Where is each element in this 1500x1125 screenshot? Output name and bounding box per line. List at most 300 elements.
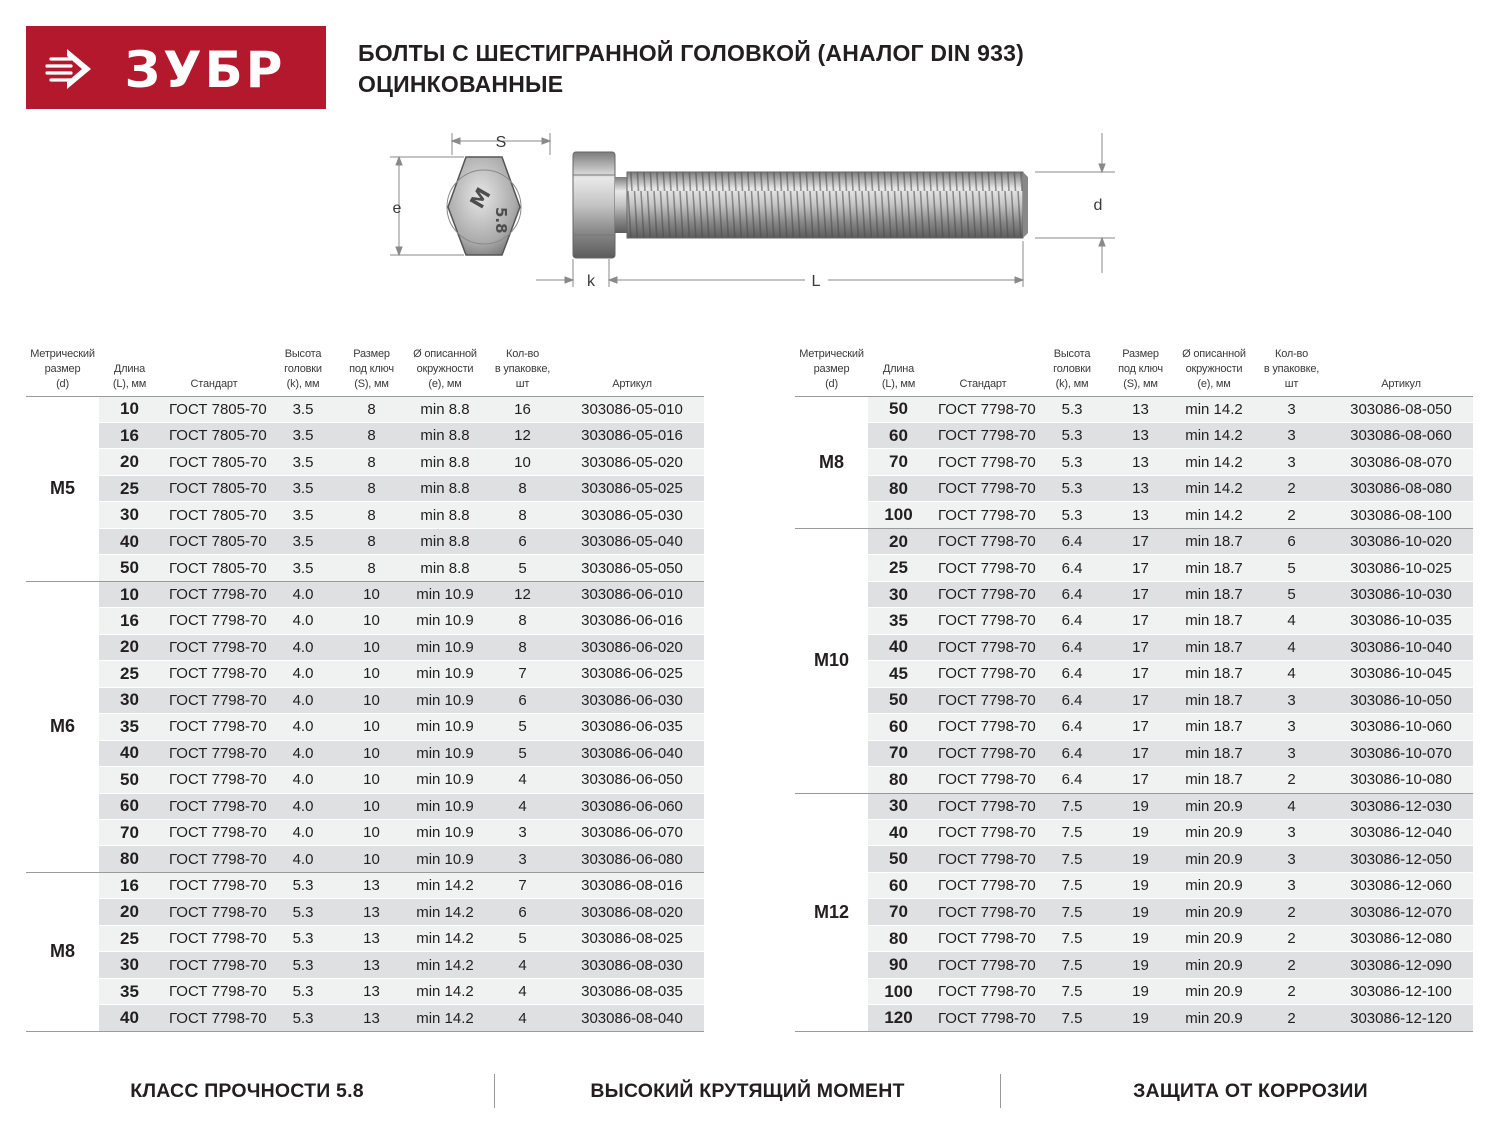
table-row bbox=[26, 952, 704, 978]
head-height-cell: 7.5 bbox=[1037, 820, 1107, 846]
pack-qty-cell: 4 bbox=[485, 1005, 560, 1031]
bolt-diagram bbox=[380, 125, 1140, 295]
article-cell: 303086-12-100 bbox=[1329, 978, 1473, 1004]
length-cell: 25 bbox=[868, 555, 929, 581]
head-height-cell: 7.5 bbox=[1037, 1005, 1107, 1031]
pack-qty-cell: 5 bbox=[485, 740, 560, 766]
head-height-cell: 5.3 bbox=[268, 925, 338, 951]
pack-qty-cell: 2 bbox=[1254, 978, 1329, 1004]
length-cell: 90 bbox=[868, 952, 929, 978]
circle-diameter-cell: min 18.7 bbox=[1174, 687, 1254, 713]
head-height-cell: 4.0 bbox=[268, 581, 338, 607]
table-row bbox=[795, 555, 1473, 581]
circle-diameter-cell: min 20.9 bbox=[1174, 978, 1254, 1004]
article-cell: 303086-05-025 bbox=[560, 475, 704, 501]
pack-qty-cell: 3 bbox=[1254, 687, 1329, 713]
length-cell: 35 bbox=[99, 978, 160, 1004]
wrench-size-cell: 19 bbox=[1107, 820, 1174, 846]
head-height-cell: 4.0 bbox=[268, 740, 338, 766]
head-height-cell: 6.4 bbox=[1037, 714, 1107, 740]
length-cell: 70 bbox=[868, 740, 929, 766]
pack-qty-cell: 6 bbox=[485, 687, 560, 713]
length-cell: 10 bbox=[99, 581, 160, 607]
head-height-cell: 7.5 bbox=[1037, 793, 1107, 819]
length-cell: 80 bbox=[868, 767, 929, 793]
pack-qty-cell: 2 bbox=[1254, 475, 1329, 501]
metric-size-cell: M8 bbox=[795, 396, 868, 528]
table-row bbox=[795, 475, 1473, 501]
article-cell: 303086-05-040 bbox=[560, 528, 704, 554]
table-row bbox=[26, 978, 704, 1004]
table-row bbox=[795, 952, 1473, 978]
length-cell: 20 bbox=[868, 528, 929, 554]
circle-diameter-cell: min 14.2 bbox=[1174, 449, 1254, 475]
head-height-cell: 7.5 bbox=[1037, 952, 1107, 978]
pack-qty-cell: 7 bbox=[485, 872, 560, 898]
wrench-size-cell: 13 bbox=[338, 899, 405, 925]
pack-qty-cell: 2 bbox=[1254, 952, 1329, 978]
wrench-size-cell: 8 bbox=[338, 528, 405, 554]
head-height-cell: 6.4 bbox=[1037, 687, 1107, 713]
pack-qty-cell: 4 bbox=[485, 767, 560, 793]
article-cell: 303086-08-030 bbox=[560, 952, 704, 978]
pack-qty-cell: 3 bbox=[1254, 714, 1329, 740]
table-row bbox=[26, 555, 704, 581]
header-length: Длина (L), мм bbox=[881, 362, 916, 390]
length-cell: 60 bbox=[868, 422, 929, 448]
circle-diameter-cell: min 18.7 bbox=[1174, 555, 1254, 581]
article-cell: 303086-12-030 bbox=[1329, 793, 1473, 819]
article-cell: 303086-08-100 bbox=[1329, 502, 1473, 528]
length-cell: 30 bbox=[868, 793, 929, 819]
length-cell: 50 bbox=[868, 846, 929, 872]
wrench-size-cell: 17 bbox=[1107, 687, 1174, 713]
circle-diameter-cell: min 8.8 bbox=[405, 528, 485, 554]
brand-logo bbox=[26, 26, 326, 109]
standard-cell: ГОСТ 7798-70 bbox=[929, 846, 1037, 872]
length-cell: 20 bbox=[99, 899, 160, 925]
length-cell: 100 bbox=[868, 502, 929, 528]
wrench-size-cell: 19 bbox=[1107, 1005, 1174, 1031]
article-cell: 303086-08-070 bbox=[1329, 449, 1473, 475]
wrench-size-cell: 13 bbox=[1107, 396, 1174, 422]
pack-qty-cell: 12 bbox=[485, 581, 560, 607]
standard-cell: ГОСТ 7798-70 bbox=[160, 872, 268, 898]
standard-cell: ГОСТ 7798-70 bbox=[160, 767, 268, 793]
article-cell: 303086-06-060 bbox=[560, 793, 704, 819]
table-row bbox=[26, 634, 704, 660]
standard-cell: ГОСТ 7798-70 bbox=[929, 820, 1037, 846]
head-height-cell: 7.5 bbox=[1037, 925, 1107, 951]
article-cell: 303086-06-070 bbox=[560, 820, 704, 846]
article-cell: 303086-06-030 bbox=[560, 687, 704, 713]
article-cell: 303086-05-016 bbox=[560, 422, 704, 448]
article-cell: 303086-06-040 bbox=[560, 740, 704, 766]
article-cell: 303086-10-070 bbox=[1329, 740, 1473, 766]
article-cell: 303086-10-080 bbox=[1329, 767, 1473, 793]
table-row bbox=[26, 820, 704, 846]
hex-head-front-view bbox=[447, 157, 521, 255]
wrench-size-cell: 19 bbox=[1107, 899, 1174, 925]
head-height-cell: 4.0 bbox=[268, 793, 338, 819]
article-cell: 303086-10-045 bbox=[1329, 661, 1473, 687]
standard-cell: ГОСТ 7798-70 bbox=[929, 396, 1037, 422]
feature-high-torque: ВЫСОКИЙ КРУТЯЩИЙ МОМЕНТ bbox=[590, 1079, 905, 1102]
standard-cell: ГОСТ 7798-70 bbox=[160, 978, 268, 1004]
pack-qty-cell: 3 bbox=[1254, 740, 1329, 766]
table-row bbox=[26, 1005, 704, 1031]
head-height-cell: 4.0 bbox=[268, 687, 338, 713]
circle-diameter-cell: min 10.9 bbox=[405, 687, 485, 713]
wrench-size-cell: 10 bbox=[338, 740, 405, 766]
standard-cell: ГОСТ 7798-70 bbox=[929, 952, 1037, 978]
article-cell: 303086-08-060 bbox=[1329, 422, 1473, 448]
standard-cell: ГОСТ 7798-70 bbox=[929, 608, 1037, 634]
pack-qty-cell: 6 bbox=[1254, 528, 1329, 554]
pack-qty-cell: 2 bbox=[1254, 925, 1329, 951]
wrench-size-cell: 10 bbox=[338, 661, 405, 687]
pack-qty-cell: 2 bbox=[1254, 1005, 1329, 1031]
article-cell: 303086-06-010 bbox=[560, 581, 704, 607]
pack-qty-cell: 3 bbox=[1254, 872, 1329, 898]
table-row bbox=[795, 396, 1473, 422]
standard-cell: ГОСТ 7798-70 bbox=[160, 581, 268, 607]
length-cell: 16 bbox=[99, 608, 160, 634]
wrench-size-cell: 17 bbox=[1107, 767, 1174, 793]
pack-qty-cell: 4 bbox=[1254, 608, 1329, 634]
head-height-cell: 3.5 bbox=[268, 502, 338, 528]
circle-diameter-cell: min 20.9 bbox=[1174, 793, 1254, 819]
standard-cell: ГОСТ 7798-70 bbox=[929, 661, 1037, 687]
article-cell: 303086-08-020 bbox=[560, 899, 704, 925]
pack-qty-cell: 2 bbox=[1254, 767, 1329, 793]
head-height-cell: 7.5 bbox=[1037, 846, 1107, 872]
article-cell: 303086-08-025 bbox=[560, 925, 704, 951]
wrench-size-cell: 13 bbox=[338, 925, 405, 951]
circle-diameter-cell: min 10.9 bbox=[405, 740, 485, 766]
wrench-size-cell: 17 bbox=[1107, 661, 1174, 687]
article-cell: 303086-12-080 bbox=[1329, 925, 1473, 951]
table-row bbox=[26, 899, 704, 925]
head-height-cell: 7.5 bbox=[1037, 978, 1107, 1004]
header-length: Длина (L), мм bbox=[112, 362, 147, 390]
table-row bbox=[26, 767, 704, 793]
head-height-cell: 7.5 bbox=[1037, 899, 1107, 925]
table-row bbox=[795, 872, 1473, 898]
length-cell: 30 bbox=[99, 687, 160, 713]
length-cell: 40 bbox=[99, 528, 160, 554]
length-cell: 50 bbox=[99, 767, 160, 793]
circle-diameter-cell: min 14.2 bbox=[1174, 396, 1254, 422]
wrench-size-cell: 8 bbox=[338, 422, 405, 448]
pack-qty-cell: 4 bbox=[485, 952, 560, 978]
length-cell: 40 bbox=[99, 1005, 160, 1031]
wrench-size-cell: 13 bbox=[1107, 422, 1174, 448]
table-row bbox=[795, 661, 1473, 687]
header-metric-size: Метрический размер (d) bbox=[30, 347, 95, 390]
pack-qty-cell: 3 bbox=[1254, 449, 1329, 475]
table-row bbox=[26, 661, 704, 687]
pack-qty-cell: 3 bbox=[1254, 396, 1329, 422]
article-cell: 303086-10-020 bbox=[1329, 528, 1473, 554]
table-row bbox=[26, 687, 704, 713]
standard-cell: ГОСТ 7798-70 bbox=[929, 502, 1037, 528]
header-head-height: Высота головки (k), мм bbox=[1053, 347, 1091, 390]
pack-qty-cell: 2 bbox=[1254, 899, 1329, 925]
circle-diameter-cell: min 14.2 bbox=[405, 899, 485, 925]
length-cell: 35 bbox=[99, 714, 160, 740]
standard-cell: ГОСТ 7798-70 bbox=[929, 634, 1037, 660]
article-cell: 303086-12-070 bbox=[1329, 899, 1473, 925]
length-cell: 45 bbox=[868, 661, 929, 687]
head-height-cell: 3.5 bbox=[268, 555, 338, 581]
standard-cell: ГОСТ 7798-70 bbox=[929, 714, 1037, 740]
table-row bbox=[26, 422, 704, 448]
header-head-height: Высота головки (k), мм bbox=[284, 347, 322, 390]
circle-diameter-cell: min 8.8 bbox=[405, 555, 485, 581]
standard-cell: ГОСТ 7798-70 bbox=[929, 687, 1037, 713]
circle-diameter-cell: min 20.9 bbox=[1174, 872, 1254, 898]
article-cell: 303086-12-090 bbox=[1329, 952, 1473, 978]
article-cell: 303086-10-030 bbox=[1329, 581, 1473, 607]
article-cell: 303086-06-016 bbox=[560, 608, 704, 634]
circle-diameter-cell: min 14.2 bbox=[1174, 422, 1254, 448]
wrench-size-cell: 8 bbox=[338, 396, 405, 422]
head-grade: 5.8 bbox=[492, 207, 510, 234]
wrench-size-cell: 19 bbox=[1107, 846, 1174, 872]
table-row bbox=[795, 634, 1473, 660]
circle-diameter-cell: min 8.8 bbox=[405, 449, 485, 475]
head-height-cell: 4.0 bbox=[268, 608, 338, 634]
pack-qty-cell: 3 bbox=[485, 846, 560, 872]
circle-diameter-cell: min 14.2 bbox=[405, 978, 485, 1004]
table-row bbox=[26, 714, 704, 740]
wrench-size-cell: 10 bbox=[338, 714, 405, 740]
pack-qty-cell: 12 bbox=[485, 422, 560, 448]
circle-diameter-cell: min 14.2 bbox=[405, 925, 485, 951]
pack-qty-cell: 16 bbox=[485, 396, 560, 422]
table-row bbox=[795, 820, 1473, 846]
standard-cell: ГОСТ 7805-70 bbox=[160, 396, 268, 422]
head-height-cell: 5.3 bbox=[1037, 475, 1107, 501]
length-cell: 35 bbox=[868, 608, 929, 634]
wrench-size-cell: 10 bbox=[338, 793, 405, 819]
article-cell: 303086-08-035 bbox=[560, 978, 704, 1004]
length-cell: 70 bbox=[868, 899, 929, 925]
wrench-size-cell: 10 bbox=[338, 634, 405, 660]
standard-cell: ГОСТ 7805-70 bbox=[160, 449, 268, 475]
standard-cell: ГОСТ 7798-70 bbox=[160, 634, 268, 660]
pack-qty-cell: 8 bbox=[485, 475, 560, 501]
table-row bbox=[795, 608, 1473, 634]
wrench-size-cell: 10 bbox=[338, 581, 405, 607]
wrench-size-cell: 17 bbox=[1107, 634, 1174, 660]
head-height-cell: 6.4 bbox=[1037, 767, 1107, 793]
table-row bbox=[795, 714, 1473, 740]
header-wrench-size: Размер под ключ (S), мм bbox=[1118, 347, 1163, 390]
pack-qty-cell: 5 bbox=[485, 555, 560, 581]
header-circle-diameter: Ø описанной окружности (e), мм bbox=[1182, 347, 1246, 390]
standard-cell: ГОСТ 7798-70 bbox=[929, 872, 1037, 898]
circle-diameter-cell: min 18.7 bbox=[1174, 767, 1254, 793]
feature-corrosion-protection: ЗАЩИТА ОТ КОРРОЗИИ bbox=[1133, 1079, 1368, 1102]
pack-qty-cell: 5 bbox=[485, 714, 560, 740]
standard-cell: ГОСТ 7798-70 bbox=[929, 740, 1037, 766]
standard-cell: ГОСТ 7805-70 bbox=[160, 528, 268, 554]
circle-diameter-cell: min 8.8 bbox=[405, 502, 485, 528]
wrench-size-cell: 19 bbox=[1107, 872, 1174, 898]
standard-cell: ГОСТ 7798-70 bbox=[929, 449, 1037, 475]
table-row bbox=[26, 581, 704, 607]
article-cell: 303086-12-050 bbox=[1329, 846, 1473, 872]
head-height-cell: 4.0 bbox=[268, 846, 338, 872]
wrench-size-cell: 8 bbox=[338, 475, 405, 501]
head-height-cell: 5.3 bbox=[268, 978, 338, 1004]
circle-diameter-cell: min 20.9 bbox=[1174, 899, 1254, 925]
standard-cell: ГОСТ 7798-70 bbox=[929, 422, 1037, 448]
header-circle-diameter: Ø описанной окружности (e), мм bbox=[413, 347, 477, 390]
wrench-size-cell: 8 bbox=[338, 555, 405, 581]
table-row bbox=[795, 925, 1473, 951]
bolt-side-view bbox=[573, 152, 1028, 258]
standard-cell: ГОСТ 7798-70 bbox=[160, 793, 268, 819]
article-cell: 303086-10-035 bbox=[1329, 608, 1473, 634]
circle-diameter-cell: min 8.8 bbox=[405, 396, 485, 422]
circle-diameter-cell: min 18.7 bbox=[1174, 714, 1254, 740]
article-cell: 303086-12-060 bbox=[1329, 872, 1473, 898]
standard-cell: ГОСТ 7798-70 bbox=[929, 475, 1037, 501]
article-cell: 303086-10-060 bbox=[1329, 714, 1473, 740]
pack-qty-cell: 4 bbox=[1254, 661, 1329, 687]
standard-cell: ГОСТ 7798-70 bbox=[929, 528, 1037, 554]
table-row bbox=[26, 449, 704, 475]
wrench-size-cell: 17 bbox=[1107, 581, 1174, 607]
metric-size-cell: M6 bbox=[26, 581, 99, 872]
length-cell: 60 bbox=[99, 793, 160, 819]
circle-diameter-cell: min 10.9 bbox=[405, 634, 485, 660]
header-article: Артикул bbox=[612, 377, 652, 390]
dimension-d bbox=[1035, 133, 1115, 273]
length-cell: 30 bbox=[868, 581, 929, 607]
header-standard: Стандарт bbox=[190, 377, 238, 390]
length-cell: 40 bbox=[99, 740, 160, 766]
article-cell: 303086-06-050 bbox=[560, 767, 704, 793]
article-cell: 303086-05-030 bbox=[560, 502, 704, 528]
head-height-cell: 5.3 bbox=[268, 1005, 338, 1031]
pack-qty-cell: 4 bbox=[1254, 793, 1329, 819]
wrench-size-cell: 10 bbox=[338, 687, 405, 713]
wrench-size-cell: 10 bbox=[338, 820, 405, 846]
length-cell: 80 bbox=[868, 925, 929, 951]
article-cell: 303086-06-025 bbox=[560, 661, 704, 687]
metric-size-cell: M5 bbox=[26, 396, 99, 581]
head-height-cell: 4.0 bbox=[268, 634, 338, 660]
wrench-size-cell: 13 bbox=[338, 978, 405, 1004]
standard-cell: ГОСТ 7798-70 bbox=[160, 714, 268, 740]
standard-cell: ГОСТ 7798-70 bbox=[160, 608, 268, 634]
label-l: L bbox=[811, 273, 821, 290]
length-cell: 60 bbox=[868, 714, 929, 740]
head-height-cell: 5.3 bbox=[268, 872, 338, 898]
article-cell: 303086-06-020 bbox=[560, 634, 704, 660]
wrench-size-cell: 13 bbox=[1107, 502, 1174, 528]
table-row bbox=[26, 528, 704, 554]
pack-qty-cell: 3 bbox=[1254, 846, 1329, 872]
spec-table-right bbox=[795, 345, 1473, 1032]
head-height-cell: 5.3 bbox=[268, 952, 338, 978]
head-height-cell: 6.4 bbox=[1037, 528, 1107, 554]
head-height-cell: 4.0 bbox=[268, 714, 338, 740]
header-standard: Стандарт bbox=[959, 377, 1007, 390]
spec-table-left bbox=[26, 345, 704, 1032]
article-cell: 303086-06-080 bbox=[560, 846, 704, 872]
circle-diameter-cell: min 10.9 bbox=[405, 581, 485, 607]
pack-qty-cell: 8 bbox=[485, 502, 560, 528]
head-height-cell: 3.5 bbox=[268, 449, 338, 475]
table-row bbox=[795, 1005, 1473, 1031]
length-cell: 20 bbox=[99, 449, 160, 475]
circle-diameter-cell: min 8.8 bbox=[405, 475, 485, 501]
head-marking: M bbox=[464, 183, 496, 213]
length-cell: 30 bbox=[99, 952, 160, 978]
standard-cell: ГОСТ 7798-70 bbox=[929, 1005, 1037, 1031]
pack-qty-cell: 10 bbox=[485, 449, 560, 475]
standard-cell: ГОСТ 7798-70 bbox=[160, 1005, 268, 1031]
standard-cell: ГОСТ 7798-70 bbox=[160, 846, 268, 872]
feature-strength-class: КЛАСС ПРОЧНОСТИ 5.8 bbox=[130, 1079, 364, 1102]
wrench-size-cell: 13 bbox=[338, 1005, 405, 1031]
head-height-cell: 5.3 bbox=[1037, 422, 1107, 448]
length-cell: 25 bbox=[99, 475, 160, 501]
article-cell: 303086-06-035 bbox=[560, 714, 704, 740]
length-cell: 16 bbox=[99, 422, 160, 448]
circle-diameter-cell: min 10.9 bbox=[405, 661, 485, 687]
wrench-size-cell: 17 bbox=[1107, 528, 1174, 554]
length-cell: 50 bbox=[868, 396, 929, 422]
length-cell: 25 bbox=[99, 661, 160, 687]
zubr-logo-icon bbox=[45, 38, 307, 98]
article-cell: 303086-05-050 bbox=[560, 555, 704, 581]
circle-diameter-cell: min 20.9 bbox=[1174, 846, 1254, 872]
length-cell: 10 bbox=[99, 396, 160, 422]
circle-diameter-cell: min 10.9 bbox=[405, 793, 485, 819]
head-height-cell: 6.4 bbox=[1037, 581, 1107, 607]
wrench-size-cell: 10 bbox=[338, 767, 405, 793]
standard-cell: ГОСТ 7798-70 bbox=[929, 899, 1037, 925]
head-height-cell: 5.3 bbox=[1037, 396, 1107, 422]
length-cell: 25 bbox=[99, 925, 160, 951]
page-title bbox=[358, 38, 1024, 100]
table-row bbox=[795, 528, 1473, 554]
table-row bbox=[795, 767, 1473, 793]
circle-diameter-cell: min 18.7 bbox=[1174, 608, 1254, 634]
head-height-cell: 5.3 bbox=[1037, 449, 1107, 475]
wrench-size-cell: 19 bbox=[1107, 952, 1174, 978]
circle-diameter-cell: min 18.7 bbox=[1174, 581, 1254, 607]
standard-cell: ГОСТ 7798-70 bbox=[160, 820, 268, 846]
circle-diameter-cell: min 10.9 bbox=[405, 608, 485, 634]
head-height-cell: 6.4 bbox=[1037, 740, 1107, 766]
standard-cell: ГОСТ 7798-70 bbox=[929, 925, 1037, 951]
length-cell: 120 bbox=[868, 1005, 929, 1031]
wrench-size-cell: 17 bbox=[1107, 608, 1174, 634]
standard-cell: ГОСТ 7798-70 bbox=[160, 952, 268, 978]
head-height-cell: 5.3 bbox=[268, 899, 338, 925]
head-height-cell: 6.4 bbox=[1037, 661, 1107, 687]
circle-diameter-cell: min 8.8 bbox=[405, 422, 485, 448]
metric-size-cell: M8 bbox=[26, 872, 99, 1031]
wrench-size-cell: 17 bbox=[1107, 740, 1174, 766]
